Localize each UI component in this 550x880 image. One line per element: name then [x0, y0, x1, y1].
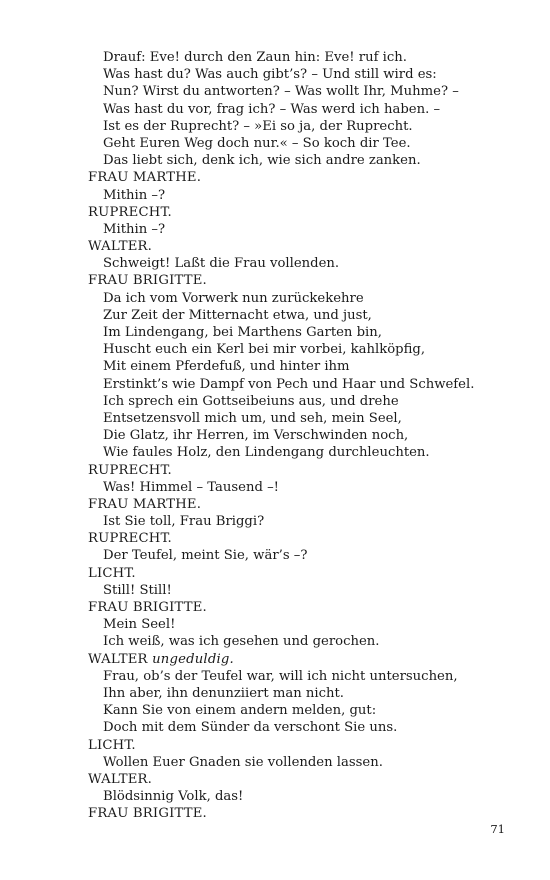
verse-text: Frau, ob’s der Teufel war, will ich nicht untersuchen, — [103, 668, 458, 684]
speaker-label: LICHT. — [88, 737, 136, 753]
verse-text: Erstinkt’s wie Dampf von Pech und Haar und Schwefel. — [103, 376, 475, 392]
verse-text: Was! Himmel – Tausend –! — [103, 479, 279, 495]
verse-line — [88, 66, 528, 83]
verse-line — [88, 685, 528, 702]
verse-text: Blödsinnig Volk, das! — [103, 789, 244, 805]
verse-text: Mithin –? — [103, 187, 166, 203]
speaker-name — [88, 565, 528, 582]
verse-text: Ich weiß, was ich gesehen und gerochen. — [103, 634, 380, 650]
verse-line — [88, 427, 528, 444]
speaker-label: FRAU BRIGITTE. — [88, 600, 207, 615]
verse-line — [88, 616, 528, 633]
verse-line — [88, 668, 528, 685]
verse-text: Drauf: Eve! durch den Zaun hin: Eve! ruf ich. — [103, 50, 407, 65]
speaker-label: WALTER — [88, 651, 148, 667]
verse-text: Schweigt! Laßt die Frau vollenden. — [103, 256, 340, 272]
verse-line — [88, 633, 528, 650]
speaker-name — [88, 204, 528, 221]
verse-line — [88, 376, 528, 393]
verse-line — [88, 393, 528, 410]
verse-line — [88, 307, 528, 324]
verse-text: Wie faules Holz, den Lindengang durchleuchten. — [103, 445, 430, 461]
verse-text: Zur Zeit der Mitternacht etwa, und just, — [103, 307, 372, 323]
speaker-label: FRAU MARTHE. — [88, 170, 202, 186]
speaker-label: RUPRECHT. — [88, 204, 172, 220]
verse-text: Nun? Wirst du antworten? – Was wollt Ihr, Muhme? – — [103, 84, 459, 100]
speaker-name — [88, 651, 528, 668]
verse-line — [88, 719, 528, 736]
verse-text: Die Glatz, ihr Herren, im Verschwinden noch, — [103, 428, 409, 444]
speaker-name — [88, 496, 528, 513]
speaker-label: FRAU BRIGITTE. — [88, 806, 207, 822]
speaker-label: FRAU MARTHE. — [88, 496, 202, 512]
verse-line — [88, 290, 528, 307]
verse-text: Huscht euch ein Kerl bei mir vorbei, kahlköpfig, — [103, 342, 426, 358]
verse-text: Wollen Euer Gnaden sie vollenden lassen. — [103, 754, 383, 770]
speaker-label: RUPRECHT. — [88, 531, 172, 547]
speaker-name — [88, 805, 528, 822]
verse-line — [88, 221, 528, 238]
speaker-name — [88, 272, 528, 289]
verse-line — [88, 83, 528, 100]
speaker-name — [88, 462, 528, 479]
verse-line — [88, 255, 528, 272]
verse-text: Was hast du? Was auch gibt’s? – Und still wird es: — [103, 67, 437, 83]
verse-line — [88, 358, 528, 375]
speaker-label: WALTER. — [88, 239, 153, 255]
speaker-label: FRAU BRIGITTE. — [88, 273, 207, 289]
verse-line — [88, 547, 528, 564]
speaker-name — [88, 530, 528, 547]
verse-text: Ist Sie toll, Frau Briggi? — [103, 514, 265, 530]
verse-line — [88, 410, 528, 427]
verse-line — [88, 341, 528, 358]
verse-line — [88, 135, 528, 152]
verse-line — [88, 118, 528, 135]
verse-text: Ich sprech ein Gottseibeiuns aus, und drehe — [103, 393, 399, 409]
verse-line — [88, 788, 528, 805]
page-number: 71 — [490, 822, 505, 836]
speaker-label: WALTER. — [88, 771, 153, 787]
verse-line — [88, 582, 528, 599]
stage-direction: ungeduldig. — [152, 651, 234, 667]
verse-text: Was hast du vor, frag ich? – Was werd ich haben. – — [103, 101, 441, 117]
speaker-name — [88, 238, 528, 255]
speaker-name — [88, 169, 528, 186]
speaker-label: LICHT. — [88, 565, 136, 581]
verse-text: Im Lindengang, bei Marthens Garten bin, — [103, 325, 382, 340]
verse-text: Der Teufel, meint Sie, wär’s –? — [103, 548, 308, 564]
verse-line — [88, 479, 528, 496]
verse-line — [88, 49, 528, 66]
verse-line — [88, 101, 528, 118]
verse-text: Ihn aber, ihn denunziiert man nicht. — [103, 685, 344, 701]
verse-text: Mit einem Pferdefuß, und hinter ihm — [103, 359, 350, 375]
verse-line — [88, 702, 528, 719]
verse-text: Mein Seel! — [103, 617, 176, 633]
verse-line — [88, 152, 528, 169]
speaker-name — [88, 737, 528, 754]
speaker-name — [88, 599, 528, 616]
verse-text: Das liebt sich, denk ich, wie sich andre zanken. — [103, 153, 421, 169]
verse-text: Still! Still! — [103, 582, 172, 598]
verse-text: Da ich vom Vorwerk nun zurückekehre — [103, 290, 364, 306]
verse-text: Mithin –? — [103, 221, 166, 237]
verse-line — [88, 444, 528, 461]
verse-line — [88, 324, 528, 341]
verse-text: Geht Euren Weg doch nur.« – So koch dir Tee. — [103, 135, 411, 151]
verse-line — [88, 754, 528, 771]
verse-text: Ist es der Ruprecht? – »Ei so ja, der Ruprecht. — [103, 118, 413, 134]
verse-line — [88, 513, 528, 530]
speaker-name — [88, 771, 528, 788]
verse-text: Kann Sie von einem andern melden, gut: — [103, 703, 377, 719]
verse-text: Doch mit dem Sünder da verschont Sie uns. — [103, 720, 398, 736]
verse-text: Entsetzensvoll mich um, und seh, mein Seel, — [103, 410, 402, 426]
play-text — [88, 49, 528, 822]
verse-line — [88, 187, 528, 204]
speaker-label: RUPRECHT. — [88, 462, 172, 478]
